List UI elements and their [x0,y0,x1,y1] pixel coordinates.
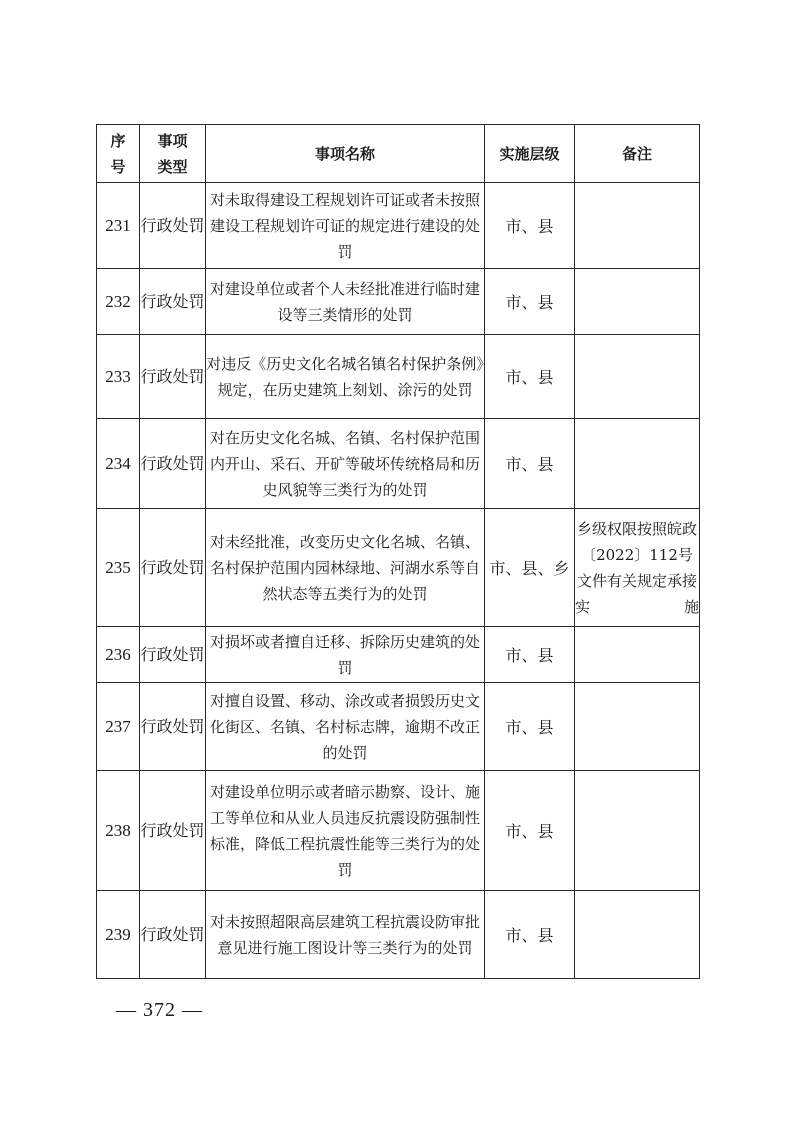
cell-seq: 232 [97,269,140,335]
cell-name: 对建设单位或者个人未经批准进行临时建设等三类情形的处罚 [206,269,485,335]
cell-type: 行政处罚 [140,771,206,891]
cell-seq: 231 [97,183,140,269]
cell-level: 市、县 [485,627,575,683]
cell-note [575,269,700,335]
cell-seq: 238 [97,771,140,891]
cell-level: 市、县 [485,771,575,891]
cell-name: 对违反《历史文化名城名镇名村保护条例》规定，在历史建筑上刻划、涂污的处罚 [206,335,485,419]
cell-name: 对未取得建设工程规划许可证或者未按照建设工程规划许可证的规定进行建设的处罚 [206,183,485,269]
cell-level: 市、县 [485,269,575,335]
cell-seq: 235 [97,509,140,627]
cell-note [575,771,700,891]
table-row [97,771,700,891]
table-row [97,509,700,627]
page-number: — 372 — [116,999,203,1021]
cell-level: 市、县 [485,183,575,269]
cell-seq: 236 [97,627,140,683]
header-type: 事项 类型 [140,125,206,183]
cell-name: 对建设单位明示或者暗示勘察、设计、施工等单位和从业人员违反抗震设防强制性标准，降低工程抗震性能等三类行为的处罚 [206,771,485,891]
cell-type: 行政处罚 [140,891,206,979]
table-row [97,891,700,979]
table-header-row [97,125,700,183]
table-row [97,683,700,771]
cell-name: 对擅自设置、移动、涂改或者损毁历史文化街区、名镇、名村标志牌，逾期不改正的处罚 [206,683,485,771]
cell-type: 行政处罚 [140,627,206,683]
cell-level: 市、县、乡 [485,509,575,627]
cell-seq: 234 [97,419,140,509]
header-seq: 序 号 [97,125,140,183]
header-note: 备注 [575,125,700,183]
cell-type: 行政处罚 [140,335,206,419]
cell-level: 市、县 [485,891,575,979]
cell-seq: 233 [97,335,140,419]
cell-note [575,335,700,419]
cell-name: 对损坏或者擅自迁移、拆除历史建筑的处罚 [206,627,485,683]
header-level: 实施层级 [485,125,575,183]
cell-note [575,419,700,509]
cell-note: 乡级权限按照皖政〔2022〕112号文件有关规定承接实施 [575,509,700,627]
cell-type: 行政处罚 [140,269,206,335]
cell-note [575,183,700,269]
cell-type: 行政处罚 [140,509,206,627]
cell-name: 对在历史文化名城、名镇、名村保护范围内开山、采石、开矿等破坏传统格局和历史风貌等三类行为的处罚 [206,419,485,509]
cell-level: 市、县 [485,419,575,509]
table-row [97,627,700,683]
cell-note [575,891,700,979]
cell-level: 市、县 [485,683,575,771]
cell-type: 行政处罚 [140,183,206,269]
cell-name: 对未经批准，改变历史文化名城、名镇、名村保护范围内园林绿地、河湖水系等自然状态等五类行为的处罚 [206,509,485,627]
cell-type: 行政处罚 [140,683,206,771]
cell-seq: 239 [97,891,140,979]
table-row [97,269,700,335]
table-row [97,419,700,509]
cell-level: 市、县 [485,335,575,419]
item-table [96,124,700,979]
cell-note [575,683,700,771]
header-name: 事项名称 [206,125,485,183]
cell-name: 对未按照超限高层建筑工程抗震设防审批意见进行施工图设计等三类行为的处罚 [206,891,485,979]
table-row [97,335,700,419]
cell-type: 行政处罚 [140,419,206,509]
table-row [97,183,700,269]
cell-note [575,627,700,683]
cell-seq: 237 [97,683,140,771]
